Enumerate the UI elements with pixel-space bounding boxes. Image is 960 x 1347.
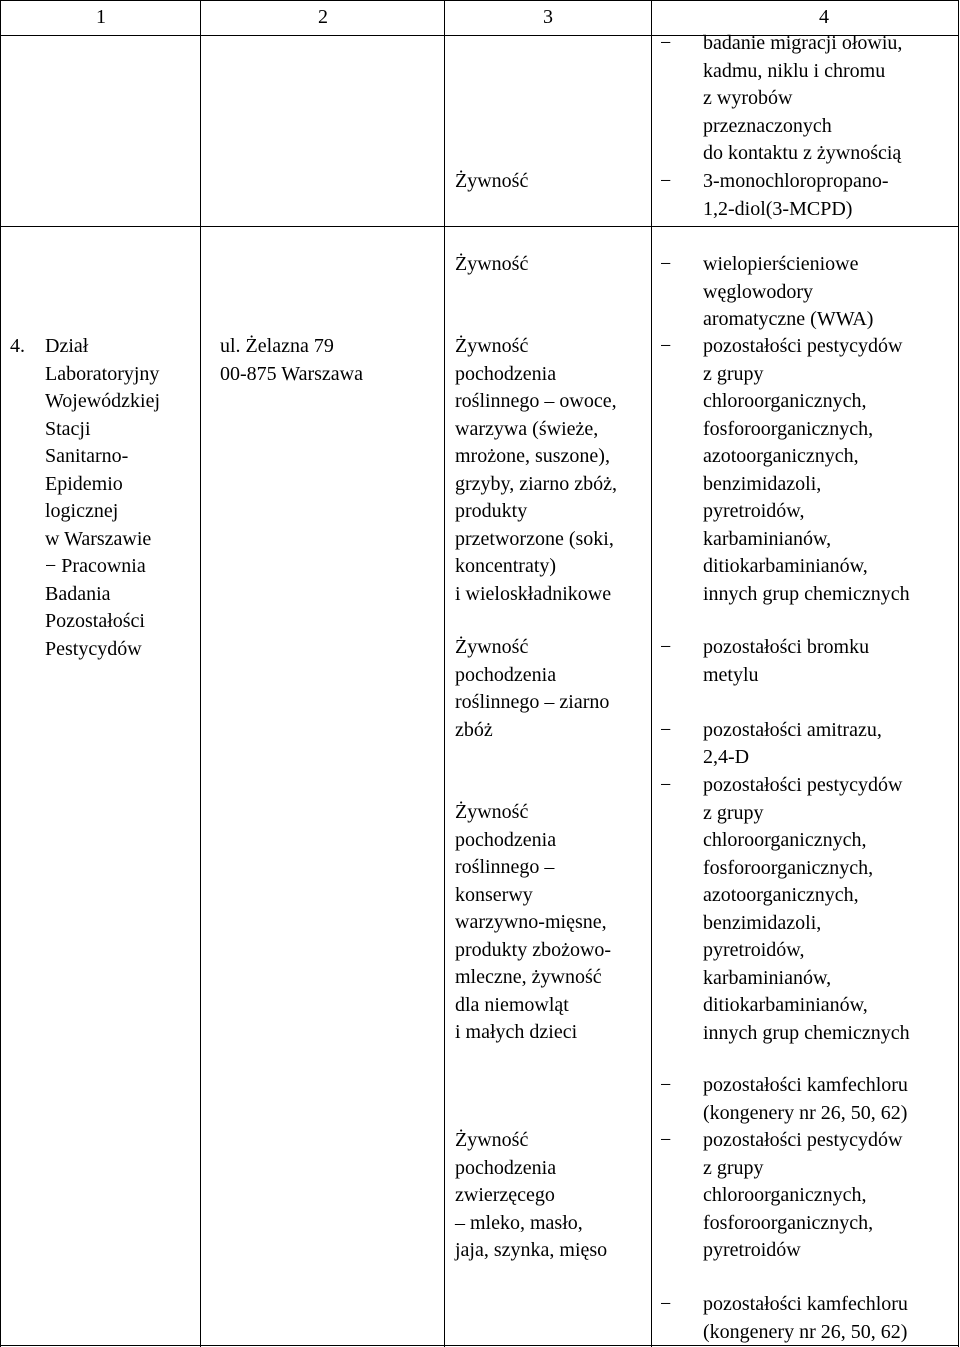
dash-marker: −	[660, 32, 672, 54]
scope-line: pozostałości kamfechloru	[703, 1293, 908, 1315]
product-line: konserwy	[455, 883, 533, 906]
scope-line: metylu	[703, 663, 759, 686]
product-line: koncentraty)	[455, 555, 557, 577]
scope-line: ditiokarbaminianów,	[703, 555, 868, 577]
scope-line: innych grup chemicznych	[703, 582, 910, 605]
product-line: pochodzenia	[455, 663, 557, 686]
product-line: zwierzęcego	[455, 1184, 555, 1206]
product-line: produkty	[455, 500, 528, 522]
scope-line: chloroorganicznych,	[703, 1184, 867, 1206]
product-line: przetworzone (soki,	[455, 527, 614, 550]
lab-address-line: 00-875 Warszawa	[220, 362, 363, 385]
table-border-left	[0, 0, 1, 1347]
scope-line: wielopierścieniowe	[703, 253, 859, 275]
product-line: warzywa (świeże,	[455, 417, 599, 440]
column-header-1: 1	[96, 6, 106, 28]
lab-name-line: Stacji	[45, 417, 91, 440]
scope-line: przeznaczonych	[703, 114, 832, 137]
product-line: Żywność	[455, 801, 529, 823]
scope-line: pozostałości bromku	[703, 636, 870, 658]
column-divider-2	[444, 0, 445, 1347]
product-line: roślinnego –	[455, 856, 555, 878]
scope-line: pyretroidów,	[703, 500, 805, 522]
scope-line: benzimidazoli,	[703, 911, 822, 934]
column-header-2: 2	[318, 6, 328, 28]
scope-line: fosforoorganicznych,	[703, 856, 874, 879]
scope-line: pozostałości amitrazu,	[703, 718, 882, 741]
scope-line: do kontaktu z żywnością	[703, 142, 902, 164]
scope-line: (kongenery nr 26, 50, 62)	[703, 1101, 908, 1124]
dash-marker: −	[660, 335, 672, 357]
scope-line: innych grup chemicznych	[703, 1021, 910, 1044]
scope-line: chloroorganicznych,	[703, 390, 867, 412]
scope-line: azotoorganicznych,	[703, 445, 859, 467]
product-line: i małych dzieci	[455, 1021, 578, 1043]
scope-line: z wyrobów	[703, 87, 793, 109]
product-line: pochodzenia	[455, 828, 557, 851]
scope-line: 1,2-diol(3-MCPD)	[703, 197, 853, 220]
scope-line: azotoorganicznych,	[703, 884, 859, 906]
dash-marker: −	[660, 636, 672, 658]
lab-name-line: w Warszawie	[45, 527, 152, 550]
product-line: grzyby, ziarno zbóż,	[455, 472, 617, 495]
product-line: mleczne, żywność	[455, 966, 602, 988]
column-header-4: 4	[819, 6, 829, 28]
product-line: zbóż	[455, 718, 493, 741]
product-line: roślinnego – owoce,	[455, 390, 617, 412]
scope-line: kadmu, niklu i chromu	[703, 59, 886, 82]
scope-line: (kongenery nr 26, 50, 62)	[703, 1320, 908, 1343]
scope-line: karbaminianów,	[703, 966, 832, 989]
lab-name-line: Dział	[45, 335, 89, 357]
product-line: Żywność	[455, 1129, 529, 1151]
dash-marker: −	[660, 170, 672, 192]
product-line: produkty zbożowo-	[455, 938, 612, 961]
product-line: roślinnego – ziarno	[455, 691, 610, 713]
table-border-right	[958, 0, 959, 1347]
product-line: Żywność	[455, 335, 529, 357]
lab-name-line: Badania	[45, 582, 111, 605]
scope-line: fosforoorganicznych,	[703, 1211, 874, 1234]
scope-line: pozostałości pestycydów	[703, 1129, 903, 1151]
product-line: – mleko, masło,	[455, 1211, 583, 1234]
product-line: warzywno-mięsne,	[455, 911, 607, 933]
lab-name-line: Epidemio	[45, 472, 123, 495]
lab-number: 4.	[10, 335, 25, 357]
scope-line: 3-monochloropropano-	[703, 170, 889, 192]
lab-name-line: Sanitarno-	[45, 445, 129, 467]
lab-name-line: Wojewódzkiej	[45, 390, 161, 412]
lab-name-line: Laboratoryjny	[45, 362, 160, 385]
scope-line: 2,4-D	[703, 746, 750, 768]
lab-address-line: ul. Żelazna 79	[220, 335, 334, 357]
scope-line: benzimidazoli,	[703, 472, 822, 495]
product-line: Żywność	[455, 636, 529, 658]
dash-marker: −	[660, 1129, 672, 1151]
product-food-label: Żywność	[455, 253, 529, 275]
scope-line: pozostałości pestycydów	[703, 335, 903, 357]
table-border-top	[0, 0, 959, 1]
column-header-3: 3	[543, 6, 553, 28]
dash-marker: −	[660, 718, 672, 741]
product-line: mrożone, suszone),	[455, 445, 610, 467]
lab-name-line: logicznej	[45, 500, 119, 522]
dash-marker: −	[660, 774, 672, 796]
scope-line: pozostałości pestycydów	[703, 774, 903, 796]
product-line: pochodzenia	[455, 362, 557, 385]
scope-line: pyretroidów,	[703, 939, 805, 961]
column-divider-3	[651, 0, 652, 1347]
dash-marker: −	[660, 253, 672, 275]
column-divider-1	[200, 0, 201, 1347]
lab-name-line: − Pracownia	[45, 555, 146, 577]
product-line: jaja, szynka, mięso	[455, 1239, 608, 1261]
scope-line: z grupy	[703, 1156, 764, 1179]
scope-line: chloroorganicznych,	[703, 829, 867, 851]
scope-line: aromatyczne (WWA)	[703, 308, 874, 330]
scope-line: z grupy	[703, 362, 764, 385]
scope-line: badanie migracji ołowiu,	[703, 32, 903, 54]
scope-line: pozostałości kamfechloru	[703, 1074, 908, 1096]
scope-line: pyretroidów	[703, 1239, 801, 1261]
lab-name-line: Pozostałości	[45, 610, 145, 632]
product-line: i wieloskładnikowe	[455, 582, 612, 605]
product-line: pochodzenia	[455, 1156, 557, 1179]
scope-line: ditiokarbaminianów,	[703, 994, 868, 1016]
product-line: dla niemowląt	[455, 993, 569, 1016]
dash-marker: −	[660, 1074, 672, 1096]
scope-line: karbaminianów,	[703, 527, 832, 550]
scope-line: fosforoorganicznych,	[703, 417, 874, 440]
row-divider-top-section	[0, 226, 959, 227]
product-food-label: Żywność	[455, 170, 529, 192]
scope-line: z grupy	[703, 801, 764, 824]
scope-line: węglowodory	[703, 280, 813, 303]
dash-marker: −	[660, 1293, 672, 1315]
lab-name-line: Pestycydów	[45, 637, 142, 660]
